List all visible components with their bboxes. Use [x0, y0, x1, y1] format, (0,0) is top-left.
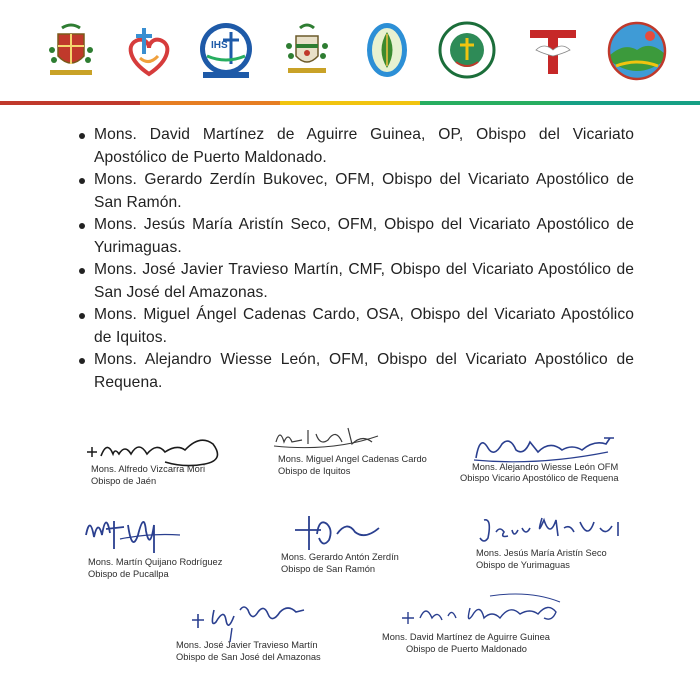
signature-block — [380, 588, 580, 660]
evangelize-seal-icon — [436, 20, 498, 82]
leaf-emblem-icon — [356, 20, 418, 82]
handwritten-signature-icon — [275, 510, 445, 554]
list-item: Mons. José Javier Travieso Martín, CMF, Obispo del Vicariato Apostólico de San José del Amazonas. — [76, 259, 634, 304]
signature-name: Mons. José Javier Travieso Martín — [176, 640, 318, 650]
signature-block — [80, 505, 240, 587]
signature-role: Obispo de Yurimaguas — [476, 560, 570, 570]
bishops-list — [76, 124, 634, 394]
signature-block — [85, 420, 245, 490]
list-item: Mons. David Martínez de Aguirre Guinea, OP, Obispo del Vicariato Apostólico de Puerto Maldonado. — [76, 124, 634, 169]
signature-role: Obispo de Iquitos — [278, 466, 351, 476]
signature-role: Obispo de Pucallpa — [88, 569, 169, 579]
coat-of-arms-icon — [40, 20, 102, 82]
handwritten-signature-icon — [85, 420, 245, 470]
list-item: Mons. Alejandro Wiesse León, OFM, Obispo del Vicariato Apostólico de Requena. — [76, 349, 634, 394]
signature-name: Mons. David Martínez de Aguirre Guinea — [382, 632, 550, 642]
handwritten-signature-icon — [470, 510, 640, 550]
handwritten-signature-icon — [172, 598, 352, 642]
logo-header — [0, 14, 700, 94]
signature-name: Mons. Martín Quijano Rodríguez — [88, 557, 223, 567]
tau-dove-icon — [522, 20, 584, 82]
color-segment — [560, 101, 700, 105]
signature-block — [470, 510, 640, 580]
landscape-emblem-icon — [606, 20, 668, 82]
signature-role: Obispo Vicario Apostólico de Requena — [460, 473, 619, 483]
list-item: Mons. Miguel Ángel Cadenas Cardo, OSA, Obispo del Vicariato Apostólico de Iquitos. — [76, 304, 634, 349]
signature-name: Mons. Alfredo Vizcarra Mori — [91, 464, 206, 474]
episcopal-arms-icon — [276, 20, 338, 82]
color-segment — [280, 101, 420, 105]
signature-role: Obispo de Puerto Maldonado — [406, 644, 527, 654]
color-segment — [140, 101, 280, 105]
handwritten-signature-icon — [272, 422, 442, 456]
list-item: Mons. Jesús María Aristín Seco, OFM, Obispo del Vicariato Apostólico de Yurimaguas. — [76, 214, 634, 259]
signature-name: Mons. Jesús María Aristín Seco — [476, 548, 607, 558]
color-divider — [0, 101, 700, 105]
handwritten-signature-icon — [80, 505, 240, 559]
signature-role: Obispo de Jaén — [91, 476, 157, 486]
color-segment — [420, 101, 560, 105]
signature-block — [458, 430, 638, 490]
list-item: Mons. Gerardo Zerdín Bukovec, OFM, Obispo del Vicariato Apostólico de San Ramón. — [76, 169, 634, 214]
handwritten-signature-icon — [458, 430, 638, 466]
svg-text:IHS: IHS — [211, 40, 228, 51]
signature-block — [275, 510, 445, 580]
signature-block — [172, 598, 352, 668]
signature-name: Mons. Miguel Angel Cadenas Cardo — [278, 454, 427, 464]
color-segment — [0, 101, 140, 105]
signature-name: Mons. Alejandro Wiesse León OFM — [472, 462, 619, 472]
signature-role: Obispo de San Ramón — [281, 564, 376, 574]
ihs-cross-emblem-icon — [195, 20, 257, 82]
signature-role: Obispo de San José del Amazonas — [176, 652, 321, 662]
signature-block — [272, 422, 442, 482]
handwritten-signature-icon — [380, 588, 580, 634]
heart-cross-icon — [118, 20, 180, 82]
signature-name: Mons. Gerardo Antón Zerdín — [281, 552, 399, 562]
